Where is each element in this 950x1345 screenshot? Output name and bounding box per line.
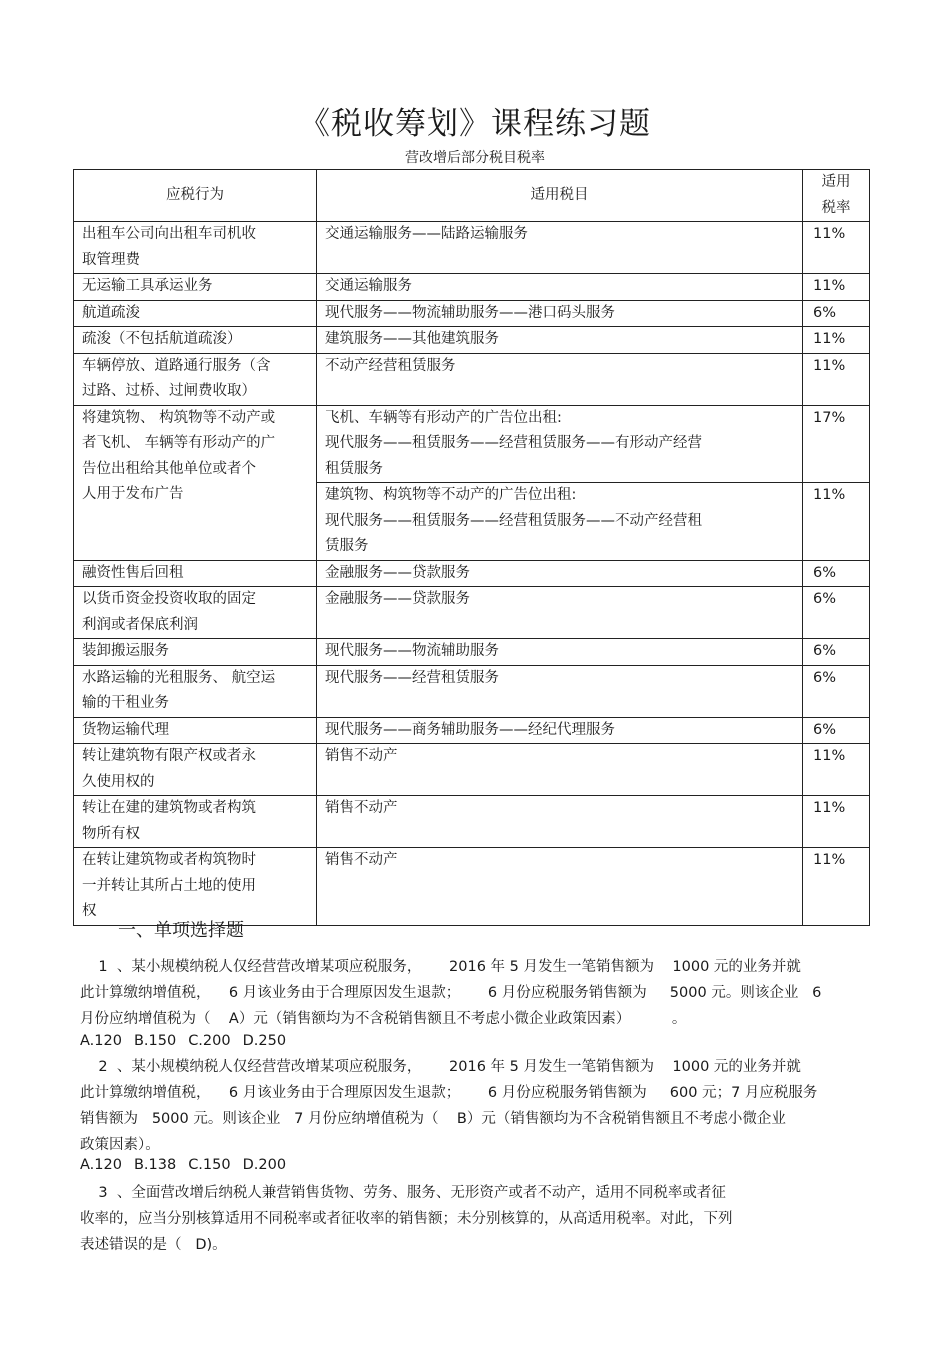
activity-cell: 装卸搬运服务: [74, 639, 317, 666]
answer-options-1: [80, 1033, 298, 1049]
option-a: A.120: [80, 1157, 122, 1173]
activity-cell: 转让在建的建筑物或者构筑 物所有权: [74, 796, 317, 848]
tax-item-cell: 销售不动产: [317, 744, 803, 796]
tax-item-cell: 销售不动产: [317, 848, 803, 926]
table-row: [74, 222, 870, 274]
tax-item-cell: 现代服务——经营租赁服务: [317, 665, 803, 717]
answer-options-2: [80, 1157, 298, 1173]
table-row: [74, 665, 870, 717]
table-row: [74, 639, 870, 666]
tax-item-cell: 销售不动产: [317, 796, 803, 848]
table-caption: 营改增后部分税目税率: [405, 150, 545, 166]
option-b: B.138: [133, 1157, 177, 1173]
rate-cell: 6%: [803, 587, 870, 639]
rate-cell: 6%: [803, 560, 870, 587]
tax-item-cell: 飞机、车辆等有形动产的广告位出租: 现代服务——租赁服务——经营租赁服务——有形动产经营 租赁服务: [317, 405, 803, 483]
activity-cell: 水路运输的光租服务、 航空运 输的干租业务: [74, 665, 317, 717]
tax-item-cell: 现代服务——商务辅助服务——经纪代理服务: [317, 717, 803, 744]
header-rate: 适用 税率: [803, 170, 870, 222]
activity-cell: 货物运输代理: [74, 717, 317, 744]
question-2: [80, 1054, 870, 1158]
activity-cell: 以货币资金投资收取的固定 利润或者保底利润: [74, 587, 317, 639]
rate-cell: 11%: [803, 848, 870, 926]
tax-item-cell: 不动产经营租赁服务: [317, 353, 803, 405]
activity-cell: 出租车公司向出租车司机收 取管理费: [74, 222, 317, 274]
table-row: [74, 327, 870, 354]
tax-rate-table: [73, 169, 870, 926]
activity-cell: 转让建筑物有限产权或者永 久使用权的: [74, 744, 317, 796]
table-row: [74, 405, 870, 483]
question-text-line: 1 、某小规模纳税人仅经营营改增某项应税服务， 2016 年 5 月发生一笔销售额为 1000 元的业务并就: [80, 959, 801, 975]
question-text-line: 此计算缴纳增值税， 6 月该业务由于合理原因发生退款； 6 月份应税服务销售额为 5000 元。则该企业 6: [80, 985, 822, 1001]
question-text-line: 2 、某小规模纳税人仅经营营改增某项应税服务， 2016 年 5 月发生一笔销售额为 1000 元的业务并就: [80, 1059, 801, 1075]
tax-item-cell: 现代服务——物流辅助服务: [317, 639, 803, 666]
tax-item-cell: 建筑服务——其他建筑服务: [317, 327, 803, 354]
table-row: [74, 744, 870, 796]
header-activity: 应税行为: [74, 170, 317, 222]
table-row: [74, 274, 870, 301]
rate-cell: 6%: [803, 717, 870, 744]
rate-cell: 17%: [803, 405, 870, 483]
header-tax-item: 适用税目: [317, 170, 803, 222]
tax-item-cell: 交通运输服务——陆路运输服务: [317, 222, 803, 274]
tax-item-cell: 金融服务——贷款服务: [317, 587, 803, 639]
question-text-line: 销售额为 5000 元。则该企业 7 月份应纳增值税为（ B）元（销售额均为不含税销售额且不考虑小微企业: [80, 1111, 786, 1127]
question-text-line: 表述错误的是（ D)。: [80, 1237, 227, 1253]
question-text-line: 3 、全面营改增后纳税人兼营销售货物、劳务、服务、无形资产或者不动产，适用不同税率或者征: [80, 1185, 726, 1201]
option-a: A.120: [80, 1033, 122, 1049]
question-text-line: 政策因素）。: [80, 1137, 160, 1153]
question-text-line: 收率的，应当分别核算适用不同税率或者征收率的销售额；未分别核算的，从高适用税率。对此，下列: [80, 1211, 733, 1227]
activity-cell: 航道疏浚: [74, 300, 317, 327]
table-row: [74, 560, 870, 587]
question-text-line: 此计算缴纳增值税， 6 月该业务由于合理原因发生退款； 6 月份应税服务销售额为 600 元；7 月应税服务: [80, 1085, 818, 1101]
tax-item-cell: 金融服务——贷款服务: [317, 560, 803, 587]
rate-cell: 11%: [803, 744, 870, 796]
activity-cell: 疏浚（不包括航道疏浚）: [74, 327, 317, 354]
rate-cell: 11%: [803, 222, 870, 274]
option-d: D.200: [242, 1157, 287, 1173]
tax-item-cell: 交通运输服务: [317, 274, 803, 301]
option-c: C.150: [188, 1157, 231, 1173]
option-c: C.200: [188, 1033, 231, 1049]
question-text-line: 月份应纳增值税为（ A）元（销售额均为不含税销售额且不考虑小微企业政策因素） 。: [80, 1011, 687, 1027]
table-row: [74, 353, 870, 405]
question-3: [80, 1180, 870, 1258]
rate-cell: 11%: [803, 353, 870, 405]
page-title: 《税收筹划》课程练习题: [299, 106, 651, 142]
table-row: [74, 717, 870, 744]
activity-cell: 融资性售后回租: [74, 560, 317, 587]
activity-cell: 车辆停放、道路通行服务（含 过路、过桥、过闸费收取）: [74, 353, 317, 405]
option-b: B.150: [133, 1033, 177, 1049]
rate-cell: 11%: [803, 274, 870, 301]
rate-cell: 6%: [803, 665, 870, 717]
table-row: [74, 300, 870, 327]
rate-cell: 11%: [803, 796, 870, 848]
table-row: [74, 796, 870, 848]
activity-cell: 将建筑物、 构筑物等不动产或 者飞机、 车辆等有形动产的广 告位出租给其他单位或者个 人用于发布广告: [74, 405, 317, 560]
rate-cell: 11%: [803, 327, 870, 354]
tax-item-cell: 现代服务——物流辅助服务——港口码头服务: [317, 300, 803, 327]
tax-item-cell: 建筑物、构筑物等不动产的广告位出租: 现代服务——租赁服务——经营租赁服务——不动产经营租 赁服务: [317, 483, 803, 561]
section-heading: 一、单项选择题: [118, 920, 244, 941]
question-1: [80, 954, 870, 1032]
table-row: [74, 587, 870, 639]
activity-cell: 无运输工具承运业务: [74, 274, 317, 301]
option-d: D.250: [242, 1033, 287, 1049]
table-row: [74, 848, 870, 926]
activity-cell: 在转让建筑物或者构筑物时 一并转让其所占土地的使用 权: [74, 848, 317, 926]
rate-cell: 11%: [803, 483, 870, 561]
rate-cell: 6%: [803, 300, 870, 327]
rate-cell: 6%: [803, 639, 870, 666]
